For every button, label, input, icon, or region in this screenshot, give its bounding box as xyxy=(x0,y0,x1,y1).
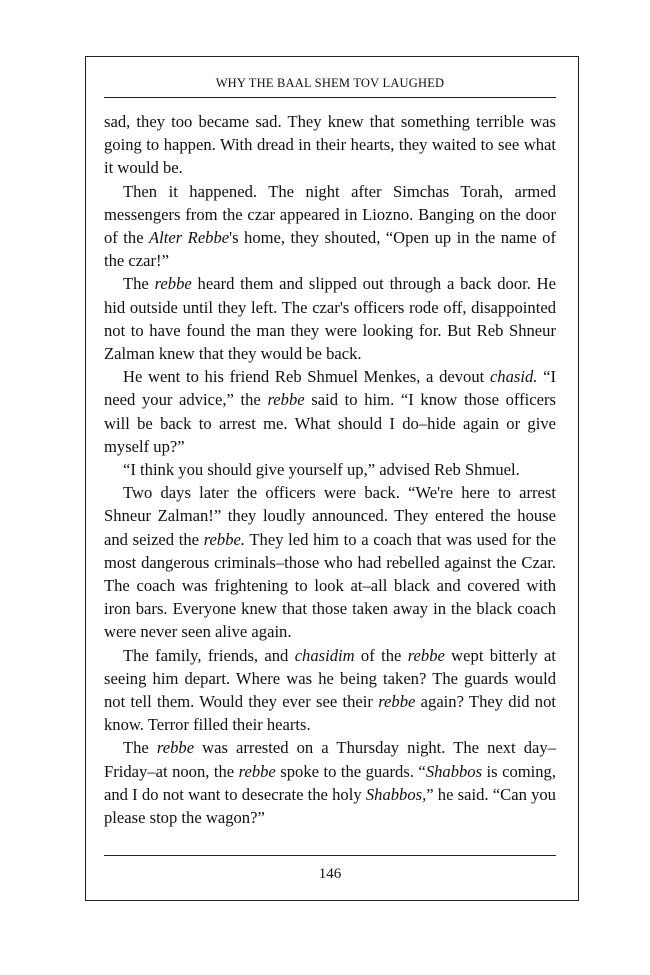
text-run: wept bitterly at seeing him depart. Where was he being taken? The guards would not tell them. Would they ever see their xyxy=(104,645,556,712)
paragraph xyxy=(104,736,556,829)
text-run: Two days later the officers were back. “We're here to arrest Shneur Zalman!” they loudly announced. They entered the house and seized the xyxy=(104,483,556,549)
body-text xyxy=(104,110,556,829)
paragraph xyxy=(104,110,556,180)
paragraph xyxy=(104,272,556,365)
italic-term: Shabbos, xyxy=(365,784,427,804)
text-run: ” he said. “Can you please stop the wagon?” xyxy=(104,784,556,828)
running-head: WHY THE BAAL SHEM TOV LAUGHED xyxy=(215,76,445,90)
text-run: of the xyxy=(354,645,408,665)
text-run: again? They did not know. Terror filled their hearts. xyxy=(104,692,556,735)
text-run: The xyxy=(123,274,155,294)
text-run: “I need your advice,” the xyxy=(104,367,556,410)
text-run: The xyxy=(123,738,157,758)
italic-term: rebbe. xyxy=(203,529,246,549)
paragraph xyxy=(104,644,556,737)
italic-term: chasid. xyxy=(489,367,538,387)
paragraph xyxy=(104,180,556,273)
text-run: was arrested on a Thursday night. The next day–Friday–at noon, the xyxy=(104,738,556,781)
text-run: They led him to a coach that was used for the most dangerous criminals–those who had rebelled against the Czar. The coach was frightening to look at–all black and covered with iron bars. Everyone knew that those taken away in the black coach were never seen alive again. xyxy=(104,529,557,642)
italic-term: rebbe xyxy=(156,738,195,758)
italic-term: rebbe xyxy=(407,645,445,665)
text-run: He went to his friend Reb Shmuel Menkes, a devout xyxy=(123,367,490,387)
header-rule xyxy=(104,97,556,98)
italic-term: chasidim xyxy=(294,645,355,665)
paragraph xyxy=(104,365,556,458)
italic-term: rebbe xyxy=(378,692,416,712)
text-run: is coming, and I do not want to desecrate the holy xyxy=(104,761,556,804)
paragraph xyxy=(104,481,556,643)
italic-term: Alter Rebbe xyxy=(149,228,230,248)
italic-term: rebbe xyxy=(154,274,192,294)
page-number: 146 xyxy=(318,866,342,882)
italic-term: rebbe xyxy=(267,390,305,410)
text-run: “I think you should give yourself up,” advised Reb Shmuel. xyxy=(123,460,520,480)
italic-term: rebbe xyxy=(238,761,276,781)
text-run: heard them and slipped out through a back door. He hid outside until they left. The czar's officers rode off, disappointed not to have found the man they were looking for. But Reb Shneur Zalman knew that they would be back. xyxy=(104,274,557,364)
italic-term: Shabbos xyxy=(425,761,483,781)
text-run: Then it happened. The night after Simchas Torah, armed messengers from the czar appeared in Liozno. Banging on the door of the xyxy=(104,181,556,248)
text-run: sad, they too became sad. They knew that something terrible was going to happen. With dread in their hearts, they waited to see what it would be. xyxy=(104,112,556,178)
text-run: spoke to the guards. “ xyxy=(275,761,426,781)
text-run: The family, friends, and xyxy=(123,645,295,665)
text-run: 's home, they shouted, “Open up in the name of the czar!” xyxy=(104,228,556,271)
paragraph xyxy=(104,458,556,481)
text-run: said to him. “I know those officers will be back to arrest me. What should I do–hide again or give myself up?” xyxy=(104,390,557,456)
footer-rule xyxy=(104,855,556,856)
